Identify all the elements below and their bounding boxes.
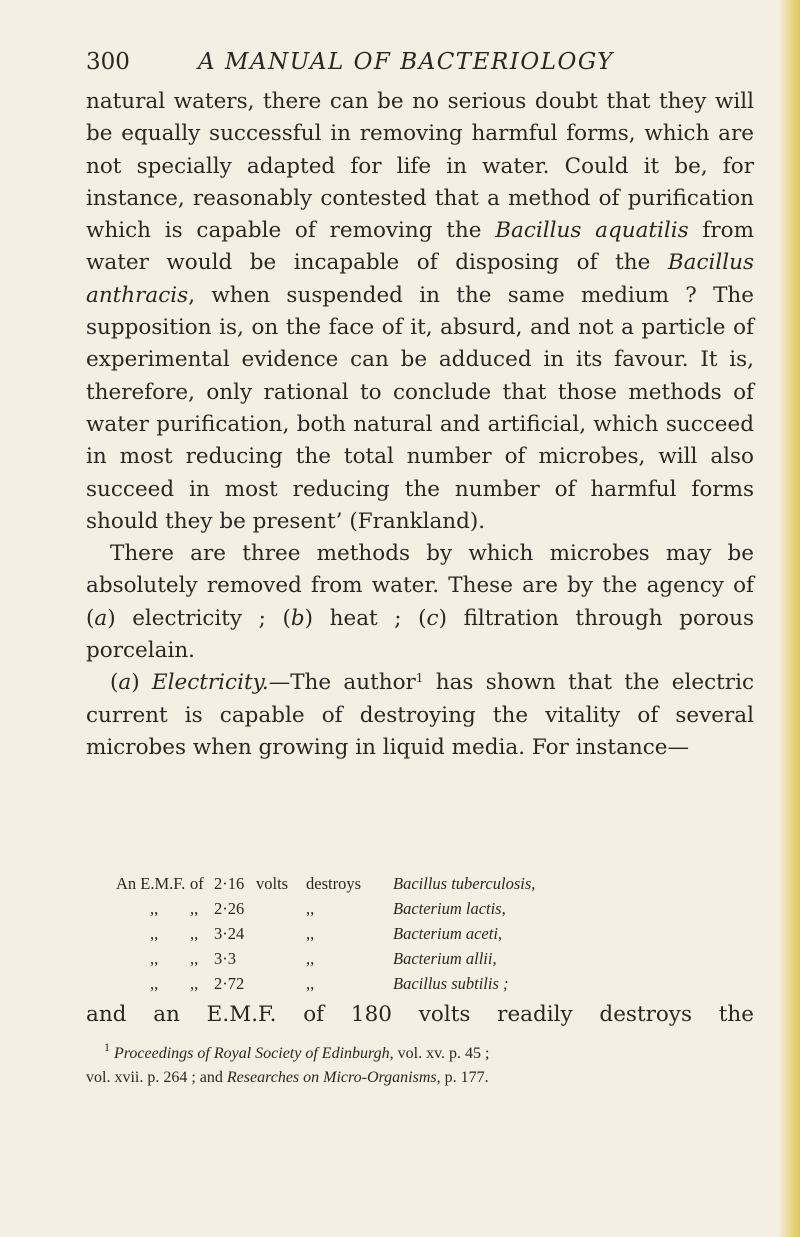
text-run: , p. 177. [436, 1069, 489, 1086]
species-name: Bacillus aquatilis [495, 218, 689, 244]
ditto-mark: ,, [150, 949, 159, 968]
destroys-word: destroys [306, 874, 361, 893]
volt-value: 3·3 [214, 949, 236, 968]
paragraph-1 [86, 86, 754, 538]
table-row [86, 921, 754, 946]
list-letter: a [118, 670, 132, 696]
list-letter: c [426, 605, 439, 631]
organism-name: Bacillus subtilis ; [393, 974, 509, 993]
table-row [86, 896, 754, 921]
page-edge [778, 0, 800, 1237]
voltage-table [86, 871, 754, 996]
volt-value: 2·26 [214, 899, 245, 918]
text-run: ) [131, 670, 152, 696]
footnote [86, 1042, 758, 1090]
ditto-mark: ,, [190, 899, 199, 918]
list-letter: b [290, 605, 305, 631]
body-text [86, 86, 754, 764]
ditto-mark: ,, [306, 924, 315, 943]
list-letter: a [94, 605, 108, 631]
footnote-mark: 1 [104, 1040, 110, 1054]
text-run: —The author [268, 670, 416, 696]
emf-label: An E.M.F. [116, 874, 186, 893]
continuation-line: and an E.M.F. of 180 volts readily destroys the [86, 1002, 754, 1027]
text-run: , vol. xv. p. 45 ; [389, 1045, 490, 1062]
citation-title: Researches on Micro-Organisms [226, 1069, 437, 1086]
footnote-line-2 [86, 1066, 758, 1090]
text-run: ( [110, 670, 119, 696]
text-run: has shown that the electric current is capable of destroying the vitality of several microbes when growing in liquid media. For instance— [86, 670, 754, 760]
organism-name: Bacterium allii, [393, 949, 497, 968]
footnote-ref: 1 [415, 671, 424, 686]
text-run: vol. xvii. p. 264 ; and [86, 1069, 227, 1086]
organism-name: Bacterium lactis, [393, 899, 506, 918]
ditto-mark: ,, [150, 974, 159, 993]
ditto-mark: ,, [306, 949, 315, 968]
volt-value: 2·16 [214, 874, 245, 893]
footnote-line-1 [86, 1042, 758, 1066]
species-name: Bacillus anthracis [86, 250, 754, 308]
text-run: natural waters, there can be no serious doubt that they will be equally successful in removing harmful forms, which are not specially adapted for life in water. Could it be, for instance, reasonably contested that a method of purification which is capable of removing the [86, 89, 754, 244]
table-row [86, 971, 754, 996]
paragraph-2 [86, 538, 754, 667]
text-run: There are three methods by which microbes may be absolutely removed from water. These are by the agency of ( [86, 541, 754, 631]
running-title: A MANUAL OF BACTERIOLOGY [198, 49, 614, 75]
ditto-mark: ,, [150, 924, 159, 943]
table-row [86, 871, 754, 896]
ditto-mark: ,, [150, 899, 159, 918]
volt-value: 3·24 [214, 924, 245, 943]
ditto-mark: ,, [306, 899, 315, 918]
volts-word: volts [256, 874, 289, 893]
section-heading: Electricity. [151, 670, 269, 696]
page-number: 300 [86, 49, 130, 75]
organism-name: Bacterium aceti, [393, 924, 503, 943]
ditto-mark: ,, [190, 974, 199, 993]
text-run: ) heat ; ( [304, 605, 427, 631]
table-row [86, 946, 754, 971]
citation-title: Proceedings of Royal Society of Edinburgh [114, 1045, 390, 1062]
ditto-mark: ,, [190, 924, 199, 943]
ditto-mark: ,, [190, 949, 199, 968]
text-run: ) filtration through porous porcelain. [86, 605, 754, 664]
ditto-mark: ,, [306, 974, 315, 993]
of-word: of [190, 874, 204, 893]
organism-name: Bacillus tuberculosis, [393, 874, 536, 893]
volt-value: 2·72 [214, 974, 245, 993]
text-run: from water would be incapable of disposing of the [86, 218, 754, 276]
text-run: , when suspended in the same medium ? The supposition is, on the face of it, absurd, and not a particle of experimental evidence can be adduced in its favour. It is, therefore, only rational to conclude that those methods of water purification, both natural and artificial, which succeed in most reducing the total number of microbes, will also succeed in most reducing the number of harmful forms should they be present’ (Frankland). [86, 282, 754, 534]
text-run: ) electricity ; ( [107, 605, 291, 631]
paragraph-3 [86, 667, 754, 764]
